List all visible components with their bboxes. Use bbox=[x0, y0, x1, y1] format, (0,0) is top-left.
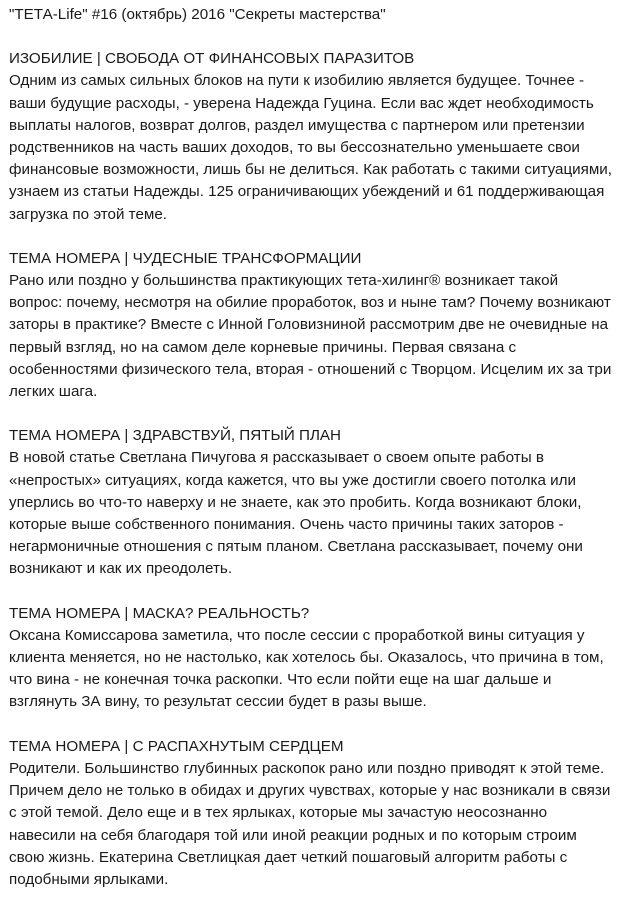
section-transformations bbox=[9, 248, 615, 403]
section-body: Оксана Комиссарова заметила, что после сессии с проработкой вины ситуация у клиента меняется, но не настолько, как хотелось бы. Оказалось, что причина в том, что вина - не конечная точка раскопки. Что если пойти еще на шаг дальше и взглянуть ЗА вину, то результат сессии будет в разы выше. bbox=[9, 626, 604, 711]
section-body: Родители. Большинство глубинных раскопок рано или поздно приводят к этой теме. Причем дело не только в обидах и других чувствах, которые у нас возникали в связи с этой темой. Дело еще и в тех ярлыках, которые мы зачастую неосознанно навесили на себя благодаря той или иной реакции родных и по которым строим свою жизнь. Екатерина Светлицкая дает четкий пошаговый алгоритм работы с подобными ярлыками. bbox=[9, 759, 611, 888]
document-title: "ТЕТА-Life" #16 (октябрь) 2016 "Секреты мастерства" bbox=[9, 6, 386, 23]
document bbox=[9, 4, 615, 913]
section-heading: ТЕМА НОМЕРА | МАСКА? РЕАЛЬНОСТЬ? bbox=[9, 604, 310, 622]
section-body: Одним из самых сильных блоков на пути к изобилию является будущее. Точнее - ваши будущие расходы, - уверена Надежда Гуцина. Если вас ждет необходимость выплаты налогов, возврат долгов, раздел имущества с партнером или претензии родственников на часть ваших доходов, то вы бессознательно уменьшаете свои финансовые возможности, лишь бы не делиться. Как работать с такими ситуациями, узнаем из статьи Надежды. 125 ограничивающих убеждений и 61 поддерживающая загрузка по этой теме. bbox=[9, 72, 612, 223]
section-fifth-plane bbox=[9, 425, 615, 580]
section-abundance bbox=[9, 48, 615, 226]
section-heading: ТЕМА НОМЕРА | С РАСПАХНУТЫМ СЕРДЦЕМ bbox=[9, 737, 344, 755]
section-heading: ИЗОБИЛИЕ | СВОБОДА ОТ ФИНАНСОВЫХ ПАРАЗИТОВ bbox=[9, 50, 415, 68]
section-open-heart bbox=[9, 736, 615, 891]
section-mask-reality bbox=[9, 603, 615, 714]
section-body: В новой статье Светлана Пичугова я рассказывает о своем опыте работы в «непростых» ситуациях, когда кажется, что вы уже достигли своего потолка или уперлись во что-то наверху и не знаете, как это пробить. Когда возникают блоки, которые выше собственного понимания. Очень часто причины таких заторов - негармоничные отношения с пятым планом. Светлана рассказывает, почему они возникают и как их преодолеть. bbox=[9, 449, 583, 578]
section-heading: ТЕМА НОМЕРА | ЗДРАВСТВУЙ, ПЯТЫЙ ПЛАН bbox=[9, 427, 342, 445]
section-body: Рано или поздно у большинства практикующих тета-хилинг® возникает такой вопрос: почему, несмотря на обилие проработок, воз и ныне там? Почему возникают заторы в практике? Вместе с Инной Головизниной рассмотрим две не очевидные на первый взгляд, но на самом деле корневые причины. Первая связана с особенностями физического тела, вторая - отношений с Творцом. Исцелим их за три легких шага. bbox=[9, 272, 612, 401]
section-heading: ТЕМА НОМЕРА | ЧУДЕСНЫЕ ТРАНСФОРМАЦИИ bbox=[9, 249, 362, 267]
